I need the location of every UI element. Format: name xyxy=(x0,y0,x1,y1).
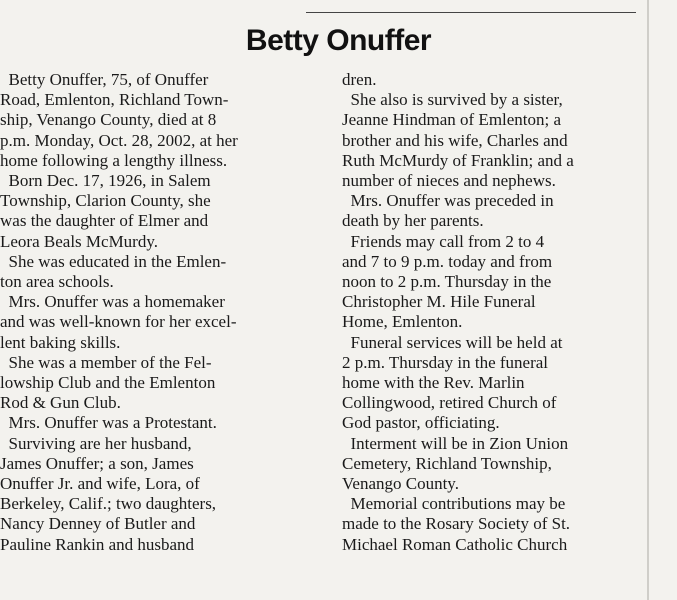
text-line: Pauline Rankin and husband xyxy=(0,534,195,554)
text-line: made to the Rosary Society of St. xyxy=(342,514,571,534)
text-line: Interment will be in Zion Union xyxy=(342,433,569,453)
text-line: Onuffer Jr. and wife, Lora, of xyxy=(0,474,200,494)
top-rule xyxy=(306,12,636,13)
text-line: Collingwood, retired Church of xyxy=(342,393,557,413)
text-line: James Onuffer; a son, James xyxy=(0,453,194,473)
text-line: Friends may call from 2 to 4 xyxy=(342,231,545,251)
text-line: Leora Beals McMurdy. xyxy=(0,231,158,251)
text-line: Road, Emlenton, Richland Town- xyxy=(0,90,229,110)
text-line: ship, Venango County, died at 8 xyxy=(0,110,217,130)
text-line: Berkeley, Calif.; two daughters, xyxy=(0,494,217,514)
text-line: Mrs. Onuffer was a Protestant. xyxy=(0,413,217,433)
text-line: Ruth McMurdy of Franklin; and a xyxy=(342,150,574,170)
text-line: was the daughter of Elmer and xyxy=(0,211,209,231)
text-line: Mrs. Onuffer was preceded in xyxy=(342,191,554,211)
text-line: Michael Roman Catholic Church xyxy=(342,534,568,554)
obituary-headline: Betty Onuffer xyxy=(245,24,432,57)
text-line: Nancy Denney of Butler and xyxy=(0,514,196,534)
text-line: dren. xyxy=(342,70,377,89)
text-line: home with the Rev. Marlin xyxy=(342,373,525,393)
text-line: Cemetery, Richland Township, xyxy=(342,453,552,473)
text-line: She was educated in the Emlen- xyxy=(0,251,227,271)
right-column xyxy=(342,70,642,556)
text-line: Surviving are her husband, xyxy=(0,433,192,453)
paper-edge xyxy=(647,0,649,600)
text-line: 2 p.m. Thursday in the funeral xyxy=(342,352,549,372)
text-line: Venango County. xyxy=(342,474,459,494)
paper-margin xyxy=(0,556,677,600)
text-line: She was a member of the Fel- xyxy=(0,352,212,372)
text-line: God pastor, officiating. xyxy=(342,413,500,433)
text-line: Rod & Gun Club. xyxy=(0,393,121,413)
text-line: She also is survived by a sister, xyxy=(342,90,563,110)
text-line: Christopher M. Hile Funeral xyxy=(342,292,536,312)
text-line: death by her parents. xyxy=(342,211,484,231)
text-line: and 7 to 9 p.m. today and from xyxy=(342,251,553,271)
text-line: ton area schools. xyxy=(0,272,114,292)
text-line: Betty Onuffer, 75, of Onuffer xyxy=(0,70,209,89)
text-line: Home, Emlenton. xyxy=(342,312,463,332)
text-line: p.m. Monday, Oct. 28, 2002, at her xyxy=(0,130,238,150)
text-line: Funeral services will be held at xyxy=(342,332,563,352)
left-column xyxy=(0,70,320,556)
text-line: lowship Club and the Emlenton xyxy=(0,373,216,393)
text-line: Township, Clarion County, she xyxy=(0,191,211,211)
text-line: lent baking skills. xyxy=(0,332,121,352)
text-line: Memorial contributions may be xyxy=(342,494,566,514)
text-line: number of nieces and nephews. xyxy=(342,171,556,191)
text-line: brother and his wife, Charles and xyxy=(342,130,568,150)
text-line: Jeanne Hindman of Emlenton; a xyxy=(342,110,562,130)
text-line: Mrs. Onuffer was a homemaker xyxy=(0,292,225,312)
text-line: noon to 2 p.m. Thursday in the xyxy=(342,272,552,292)
text-line: and was well-known for her excel- xyxy=(0,312,237,332)
text-line: home following a lengthy illness. xyxy=(0,150,228,170)
text-line: Born Dec. 17, 1926, in Salem xyxy=(0,171,211,191)
